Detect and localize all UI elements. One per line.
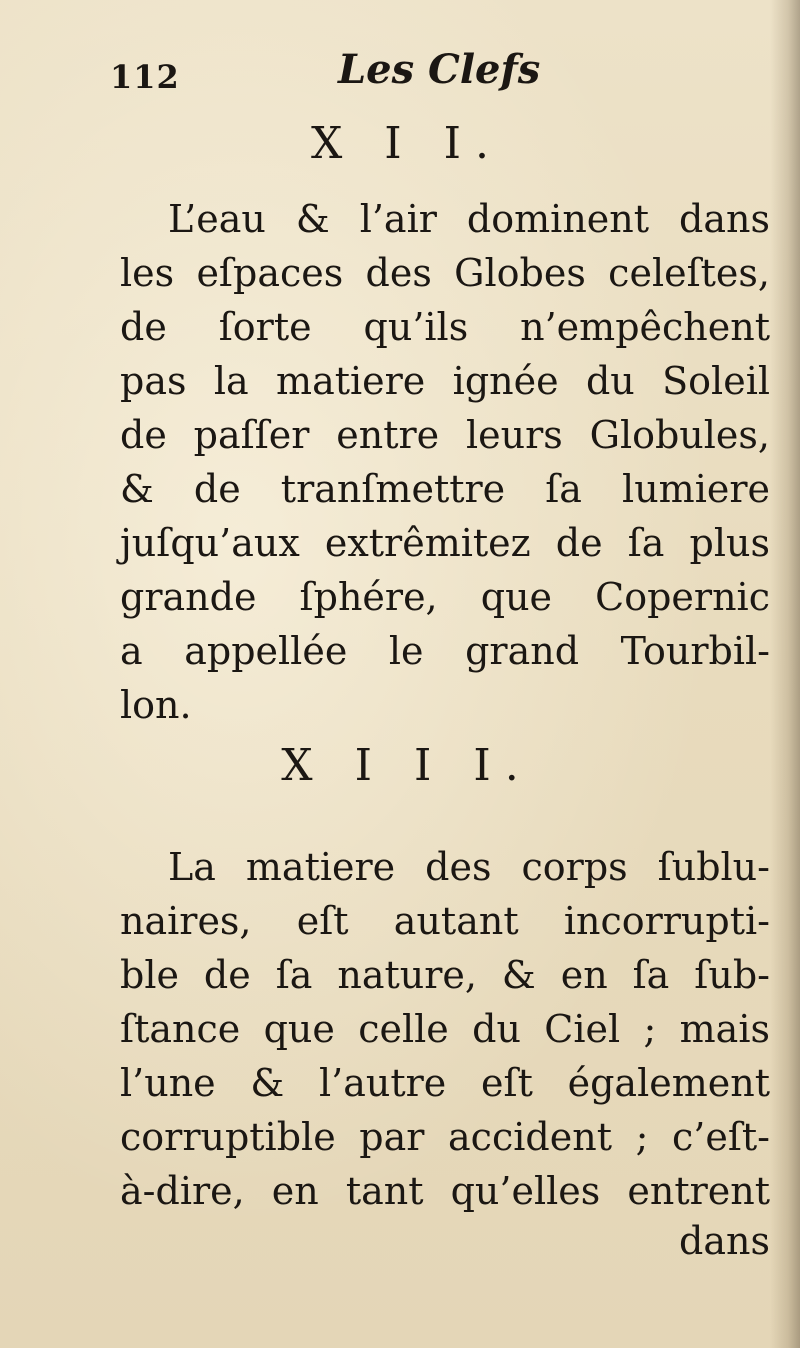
text-line: juſqu’aux extrêmitez de ſa plus — [120, 521, 770, 565]
text-line: & de tranſmettre ſa lumiere — [120, 467, 770, 511]
catchword: dans — [679, 1219, 770, 1263]
text-line: l’une & l’autre eſt également — [120, 1061, 770, 1105]
text-line: naires, eſt autant incorrupti- — [120, 899, 770, 943]
text-line: L’eau & l’air dominent dans — [168, 197, 770, 241]
text-line: pas la matiere ignée du Soleil — [120, 359, 770, 403]
text-line: à-dire, en tant qu’elles entrent — [120, 1169, 770, 1213]
text-line: corruptible par accident ; c’eſt- — [120, 1115, 770, 1159]
text-line: grande ſphére, que Copernic — [120, 575, 770, 619]
section-heading-xiii: X I I I. — [281, 740, 533, 791]
text-line: les eſpaces des Globes celeſtes, — [120, 251, 770, 295]
page-number: 112 — [110, 58, 180, 96]
paragraph-xiii — [120, 840, 770, 1218]
running-title: Les Clefs — [338, 46, 541, 93]
text-line: de paſſer entre leurs Globules, — [120, 413, 770, 457]
paragraph-xii — [120, 192, 770, 732]
section-heading-xii: X I I. — [310, 118, 504, 169]
page-header — [110, 40, 770, 110]
text-line: ble de ſa nature, & en ſa ſub- — [120, 953, 770, 997]
text-line: a appellée le grand Tourbil- — [120, 629, 770, 673]
page-edge-shadow — [770, 0, 800, 1348]
text-line: de ſorte qu’ils n’empêchent — [120, 305, 770, 349]
text-line: ſtance que celle du Ciel ; mais — [120, 1007, 770, 1051]
text-line: lon. — [120, 683, 192, 727]
text-line: La matiere des corps ſublu- — [168, 845, 770, 889]
